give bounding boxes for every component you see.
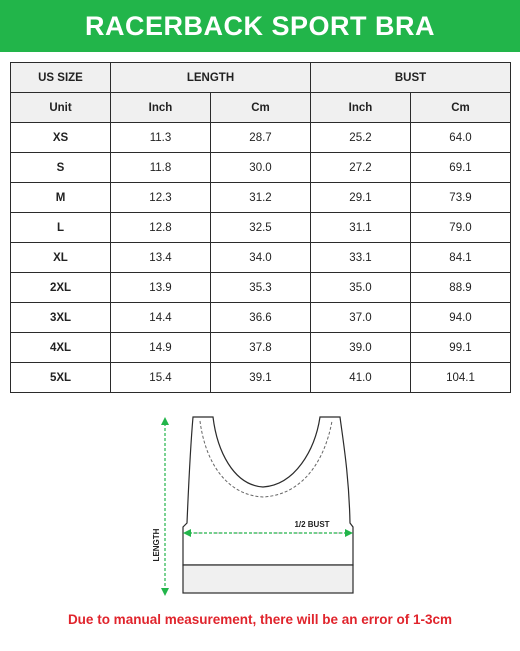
bust-cm-cell: 104.1 [411, 363, 511, 393]
length-inch-cell: 14.4 [111, 303, 211, 333]
bust-header: BUST [311, 63, 511, 93]
unit-header: Unit [11, 93, 111, 123]
bust-inch-cell: 29.1 [311, 183, 411, 213]
bust-label: 1/2 BUST [294, 520, 330, 529]
size-cell: M [11, 183, 111, 213]
title-banner [0, 0, 520, 52]
us-size-header: US SIZE [11, 63, 111, 93]
size-cell: 3XL [11, 303, 111, 333]
length-inch-cell: 12.3 [111, 183, 211, 213]
size-cell: 5XL [11, 363, 111, 393]
length-inch-cell: 13.9 [111, 273, 211, 303]
table-row [11, 123, 511, 153]
bust-cm-header: Cm [411, 93, 511, 123]
size-cell: 4XL [11, 333, 111, 363]
size-chart-table [10, 62, 511, 393]
bust-inch-cell: 31.1 [311, 213, 411, 243]
length-arrow [161, 417, 169, 596]
bust-inch-cell: 39.0 [311, 333, 411, 363]
size-cell: XS [11, 123, 111, 153]
bust-inch-cell: 37.0 [311, 303, 411, 333]
bust-inch-cell: 25.2 [311, 123, 411, 153]
bust-cm-cell: 69.1 [411, 153, 511, 183]
length-cm-cell: 39.1 [211, 363, 311, 393]
table-row [11, 333, 511, 363]
length-inch-header: Inch [111, 93, 211, 123]
length-cm-cell: 32.5 [211, 213, 311, 243]
bust-cm-cell: 99.1 [411, 333, 511, 363]
length-header: LENGTH [111, 63, 311, 93]
table-row [11, 243, 511, 273]
table-row [11, 363, 511, 393]
length-inch-cell: 13.4 [111, 243, 211, 273]
table-row [11, 273, 511, 303]
length-cm-cell: 30.0 [211, 153, 311, 183]
bust-cm-cell: 88.9 [411, 273, 511, 303]
length-inch-cell: 15.4 [111, 363, 211, 393]
bra-outline [183, 417, 353, 593]
bust-cm-cell: 79.0 [411, 213, 511, 243]
header-row-units [11, 93, 511, 123]
header-row-groups [11, 63, 511, 93]
bust-inch-header: Inch [311, 93, 411, 123]
length-inch-cell: 14.9 [111, 333, 211, 363]
table-row [11, 303, 511, 333]
bra-measurement-diagram [145, 405, 375, 600]
size-cell: XL [11, 243, 111, 273]
length-cm-cell: 28.7 [211, 123, 311, 153]
bust-cm-cell: 84.1 [411, 243, 511, 273]
length-cm-header: Cm [211, 93, 311, 123]
measurement-note: Due to manual measurement, there will be an error of 1-3cm [67, 612, 453, 627]
size-cell: S [11, 153, 111, 183]
length-inch-cell: 11.8 [111, 153, 211, 183]
bust-cm-cell: 94.0 [411, 303, 511, 333]
size-cell: L [11, 213, 111, 243]
length-inch-cell: 11.3 [111, 123, 211, 153]
table-row [11, 213, 511, 243]
page-title: RACERBACK SPORT BRA [84, 10, 435, 41]
table-row [11, 153, 511, 183]
bust-inch-cell: 27.2 [311, 153, 411, 183]
length-cm-cell: 34.0 [211, 243, 311, 273]
length-cm-cell: 37.8 [211, 333, 311, 363]
bust-cm-cell: 64.0 [411, 123, 511, 153]
bust-cm-cell: 73.9 [411, 183, 511, 213]
length-cm-cell: 36.6 [211, 303, 311, 333]
length-cm-cell: 35.3 [211, 273, 311, 303]
bust-inch-cell: 35.0 [311, 273, 411, 303]
bust-inch-cell: 41.0 [311, 363, 411, 393]
size-cell: 2XL [11, 273, 111, 303]
length-label: LENGTH [152, 528, 161, 562]
length-cm-cell: 31.2 [211, 183, 311, 213]
table-row [11, 183, 511, 213]
bust-inch-cell: 33.1 [311, 243, 411, 273]
length-inch-cell: 12.8 [111, 213, 211, 243]
